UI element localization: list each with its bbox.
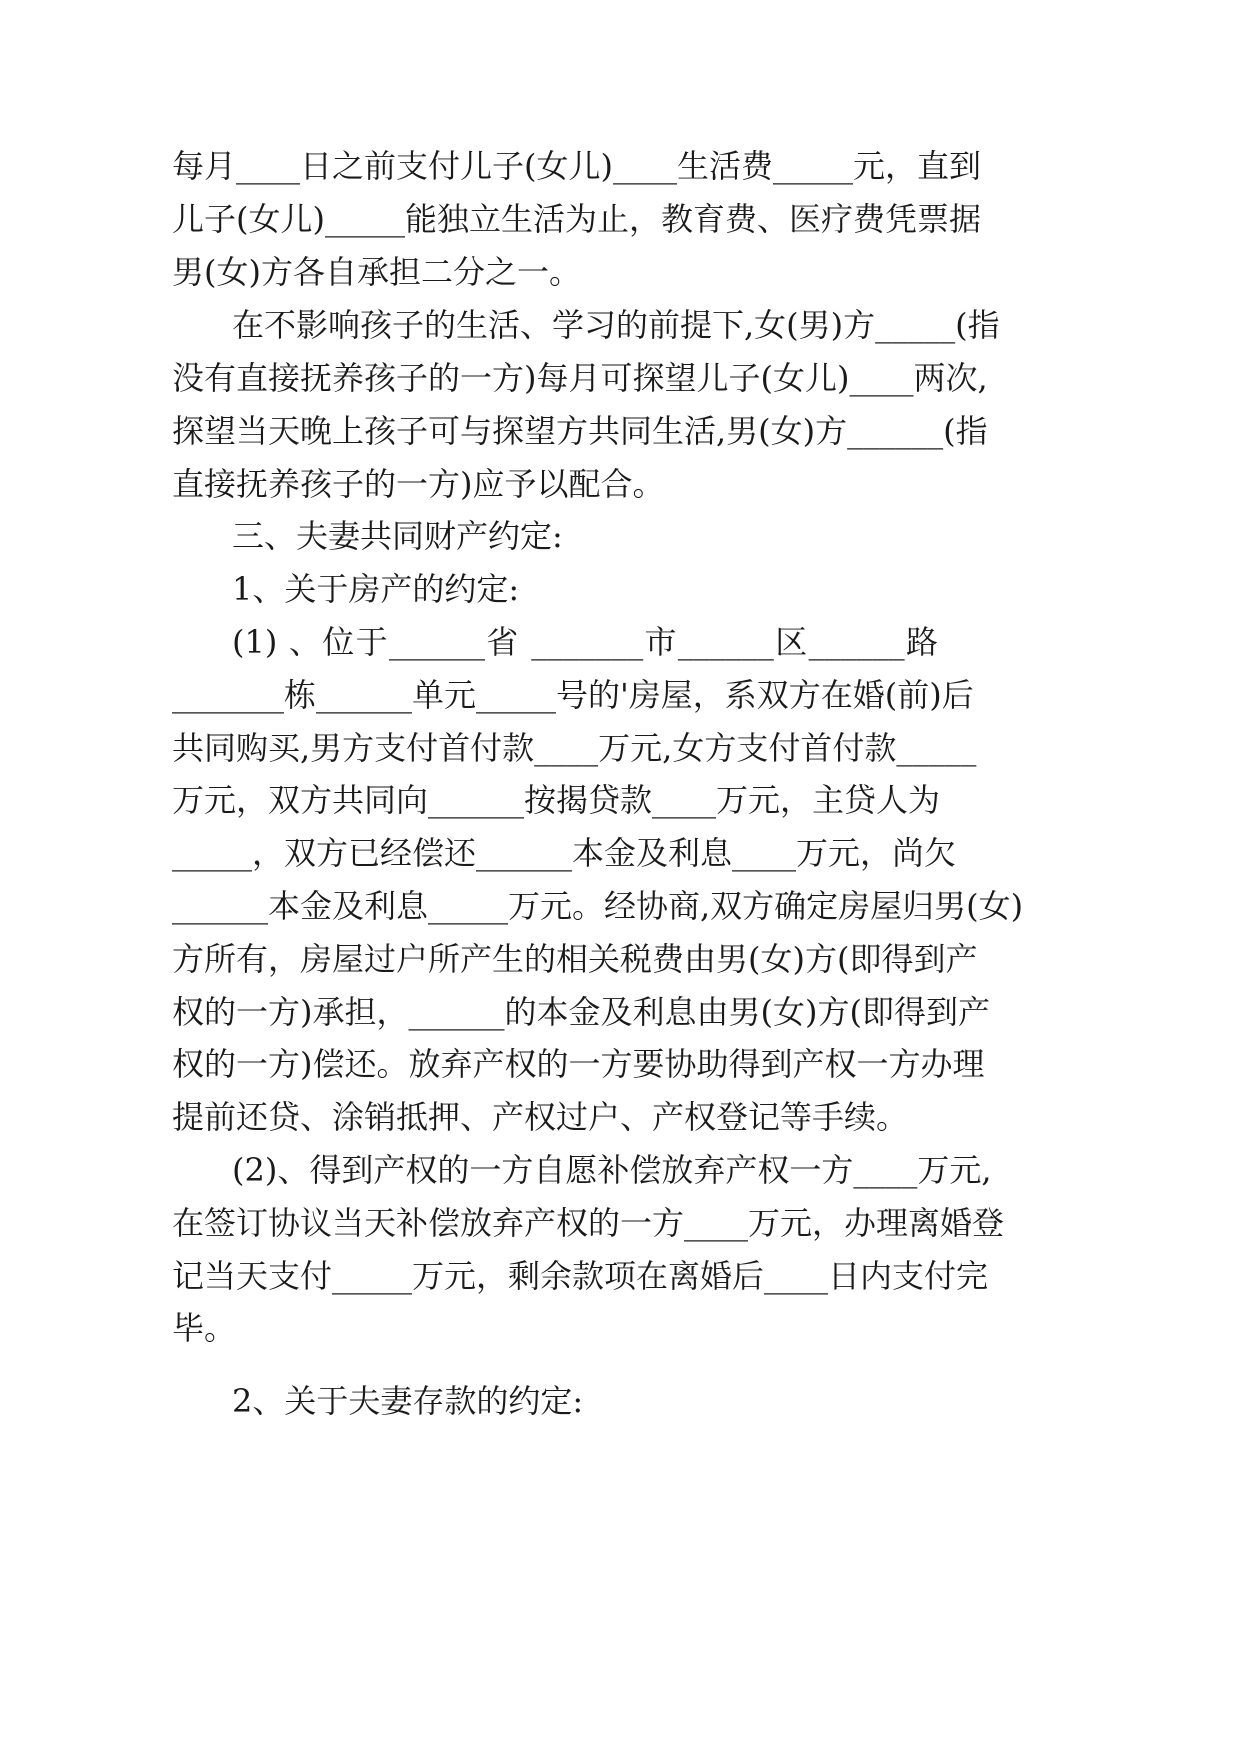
- text-line-10: (1) 、位于______省 _______市______区______路: [232, 623, 938, 661]
- text-line-6: 探望当天晚上孩子可与探望方共同生活,男(女)方______(指: [172, 412, 988, 450]
- section-heading-3: 三、夫妻共同财产约定:: [232, 517, 563, 555]
- text-line-18: 权的一方)偿还。放弃产权的一方要协助得到产权一方办理: [172, 1045, 985, 1083]
- text-line-20: (2)、得到产权的一方自愿补偿放弃产权一方____万元,: [232, 1151, 992, 1189]
- text-line-11: _______栋______单元_____号的'房屋，系双方在婚(前)后: [172, 676, 974, 714]
- text-line-13: 万元，双方共同向______按揭贷款____万元，主贷人为: [172, 781, 941, 819]
- text-line-16: 方所有，房屋过户所产生的相关税费由男(女)方(即得到产: [172, 940, 978, 978]
- text-line-3: 男(女)方各自承担二分之一。: [172, 253, 581, 291]
- text-line-22: 记当天支付_____万元，剩余款项在离婚后____日内支付完: [172, 1257, 989, 1295]
- text-line-1: 每月____日之前支付儿子(女儿)____生活费_____元，直到: [172, 147, 981, 185]
- text-line-21: 在签订协议当天补偿放弃产权的一方____万元，办理离婚登: [172, 1204, 1005, 1242]
- text-line-7: 直接抚养孩子的一方)应予以配合。: [172, 465, 665, 503]
- text-line-15: ______本金及利息_____万元。经协商,双方确定房屋归男(女): [172, 887, 1024, 925]
- text-line-17: 权的一方)承担，______的本金及利息由男(女)方(即得到产: [172, 993, 990, 1031]
- subsection-heading-2: 2、关于夫妻存款的约定:: [232, 1382, 584, 1420]
- text-line-5: 没有直接抚养孩子的一方)每月可探望儿子(女儿)____两次,: [172, 359, 988, 397]
- text-line-12: 共同购买,男方支付首付款____万元,女方支付首付款_____: [172, 729, 977, 767]
- text-line-14: _____，双方已经偿还______本金及利息____万元，尚欠: [172, 834, 957, 872]
- text-line-19: 提前还贷、涂销抵押、产权过户、产权登记等手续。: [172, 1098, 909, 1136]
- text-line-2: 儿子(女儿)_____能独立生活为止，教育费、医疗费凭票据: [172, 200, 981, 238]
- text-line-23: 毕。: [172, 1309, 237, 1347]
- text-line-4: 在不影响孩子的生活、学习的前提下,女(男)方_____(指: [232, 306, 1000, 344]
- subsection-heading-1: 1、关于房产的约定:: [232, 570, 520, 608]
